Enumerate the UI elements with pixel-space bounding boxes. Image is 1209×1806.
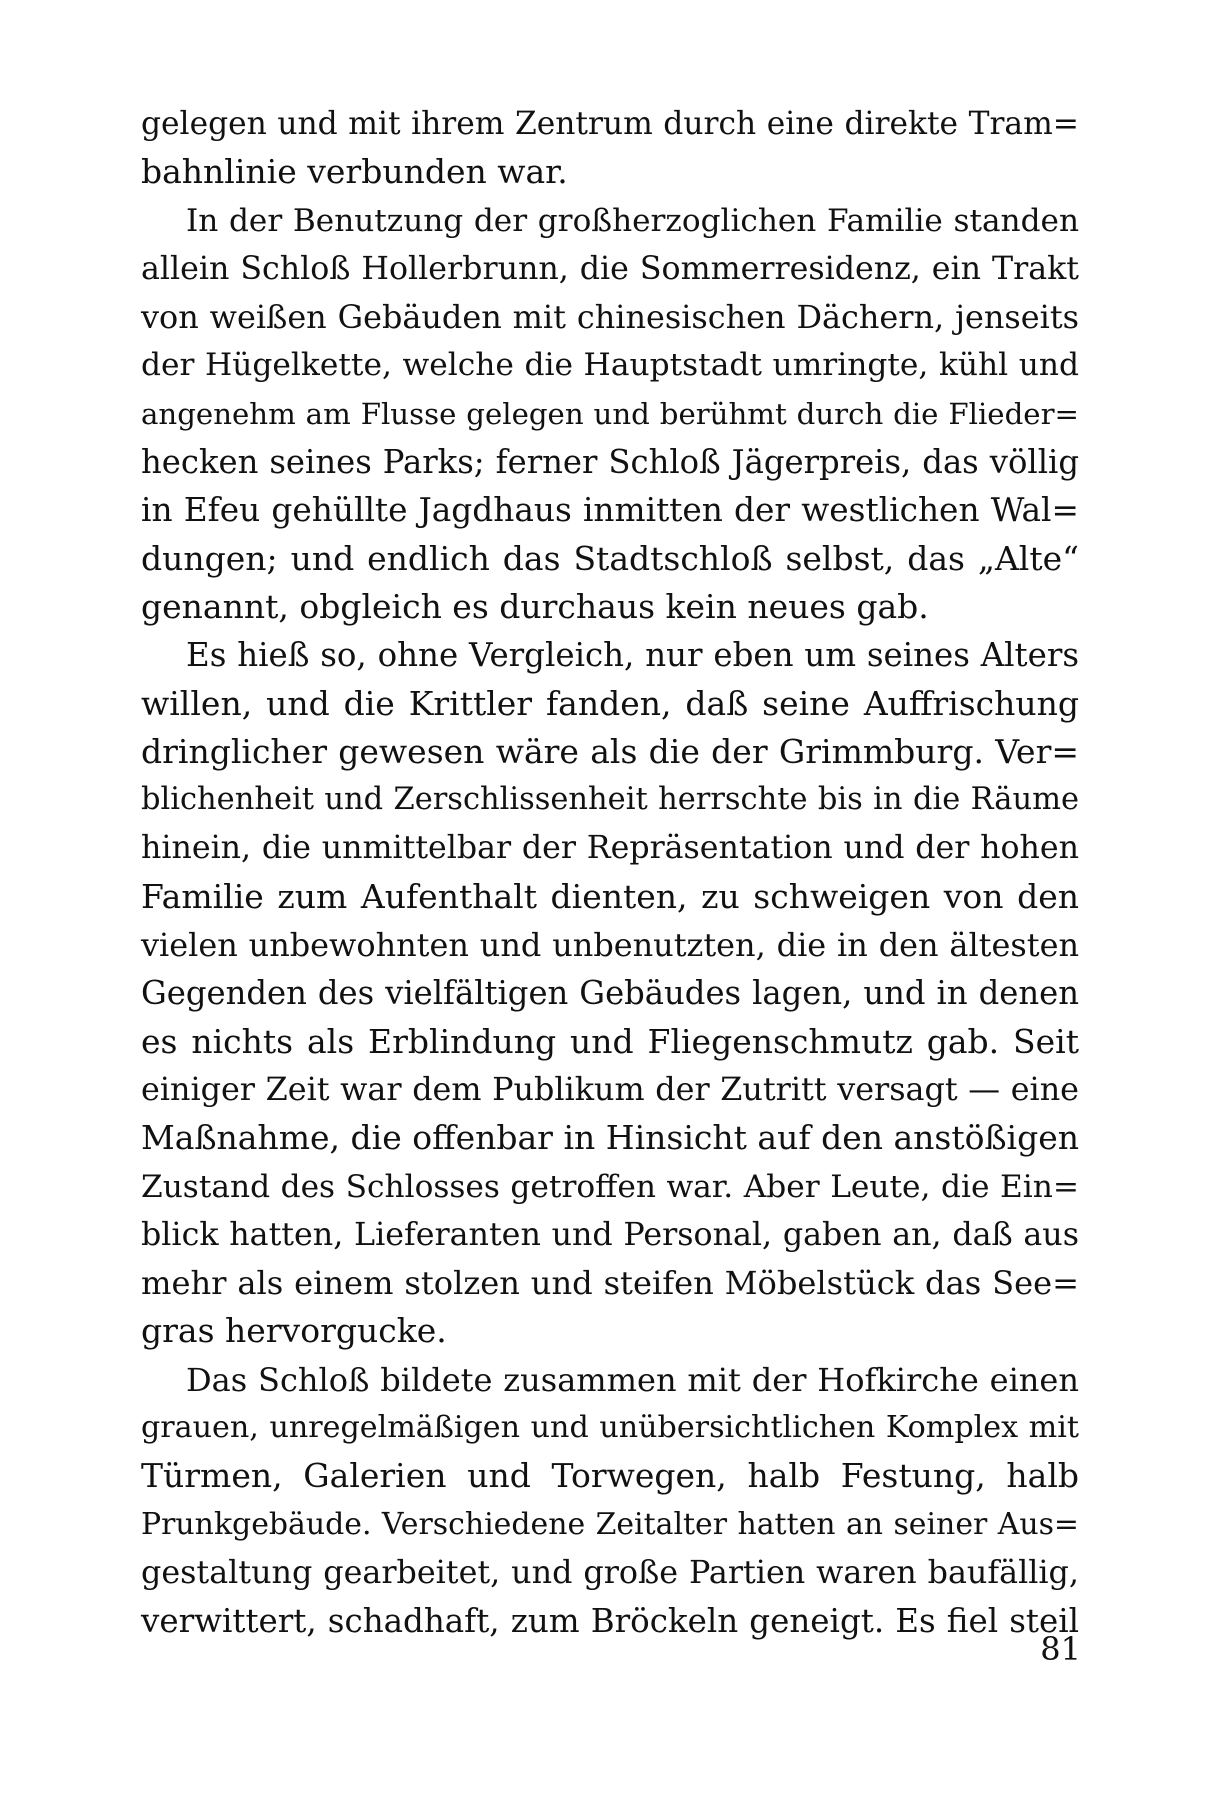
text-line: Türmen, Galerien und Torwegen, halb Festung, halb — [141, 1456, 1079, 1496]
text-line: in Efeu gehüllte Jagdhaus inmitten der westlichen Wal= — [141, 491, 1079, 530]
body-text — [141, 100, 1079, 1646]
text-line: Maßnahme, die offenbar in Hinsicht auf den anstößigen — [141, 1118, 1079, 1158]
text-line: verwittert, schadhaft, zum Bröckeln geneigt. Es fiel steil — [141, 1602, 1079, 1641]
text-line: willen, und die Krittler fanden, daß seine Auffrischung — [141, 683, 1079, 723]
text-line: dringlicher gewesen wäre als die der Grimmburg. Ver= — [141, 731, 1079, 771]
text-line: hinein, die unmittelbar der Repräsentation und der hohen — [141, 830, 1079, 867]
text-line: blick hatten, Lieferanten und Personal, gaben an, daß aus — [141, 1216, 1079, 1253]
text-line: hecken seines Parks; ferner Schloß Jägerpreis, das völlig — [141, 443, 1079, 482]
text-line: dungen; und endlich das Stadtschloß selbst, das „Alte“ — [141, 538, 1079, 578]
text-line: angenehm am Flusse gelegen und berühmt durch die Flieder= — [141, 396, 1079, 431]
text-line: einiger Zeit war dem Publikum der Zutritt versagt — eine — [141, 1070, 1079, 1108]
text-line: vielen unbewohnten und unbenutzten, die in den ältesten — [141, 926, 1079, 965]
text-line: genannt, obgleich es durchaus kein neues gab. — [141, 586, 929, 626]
text-line: gestaltung gearbeitet, und große Partien waren baufällig, — [141, 1554, 1079, 1591]
text-line: Das Schloß bildete zusammen mit der Hofkirche einen — [186, 1360, 1079, 1399]
text-line: allein Schloß Hollerbrunn, die Sommerresidenz, ein Trakt — [141, 250, 1079, 287]
text-line: blichenheit und Zerschlissenheit herrschte bis in die Räume — [141, 782, 1079, 818]
text-line: Gegenden des vielfältigen Gebäudes lagen, und in denen — [141, 974, 1079, 1013]
text-line: mehr als einem stolzen und steifen Möbelstück das See= — [141, 1264, 1079, 1303]
text-line: der Hügelkette, welche die Hauptstadt umringte, kühl und — [141, 347, 1079, 384]
text-line: In der Benutzung der großherzoglichen Familie standen — [186, 202, 1079, 239]
page-number: 81 — [1040, 1630, 1081, 1668]
text-line: Es hieß so, ohne Vergleich, nur eben um seines Alters — [186, 636, 1079, 675]
text-line: Prunkgebäude. Verschiedene Zeitalter hatten an seiner Aus= — [141, 1506, 1079, 1542]
text-line: bahnlinie verbunden war. — [141, 152, 568, 192]
text-line: von weißen Gebäuden mit chinesischen Dächern, jenseits — [141, 298, 1079, 337]
text-line: Zustand des Schlosses getroffen war. Aber Leute, die Ein= — [141, 1168, 1079, 1205]
text-line: grauen, unregelmäßigen und unübersichtlichen Komplex mit — [141, 1410, 1079, 1446]
text-line: gelegen und mit ihrem Zentrum durch eine direkte Tram= — [141, 106, 1079, 142]
text-line: Familie zum Aufenthalt dienten, zu schweigen von den — [141, 876, 1079, 916]
text-line: gras hervorgucke. — [141, 1311, 447, 1351]
text-line: es nichts als Erblindung und Fliegenschmutz gab. Seit — [141, 1021, 1079, 1061]
